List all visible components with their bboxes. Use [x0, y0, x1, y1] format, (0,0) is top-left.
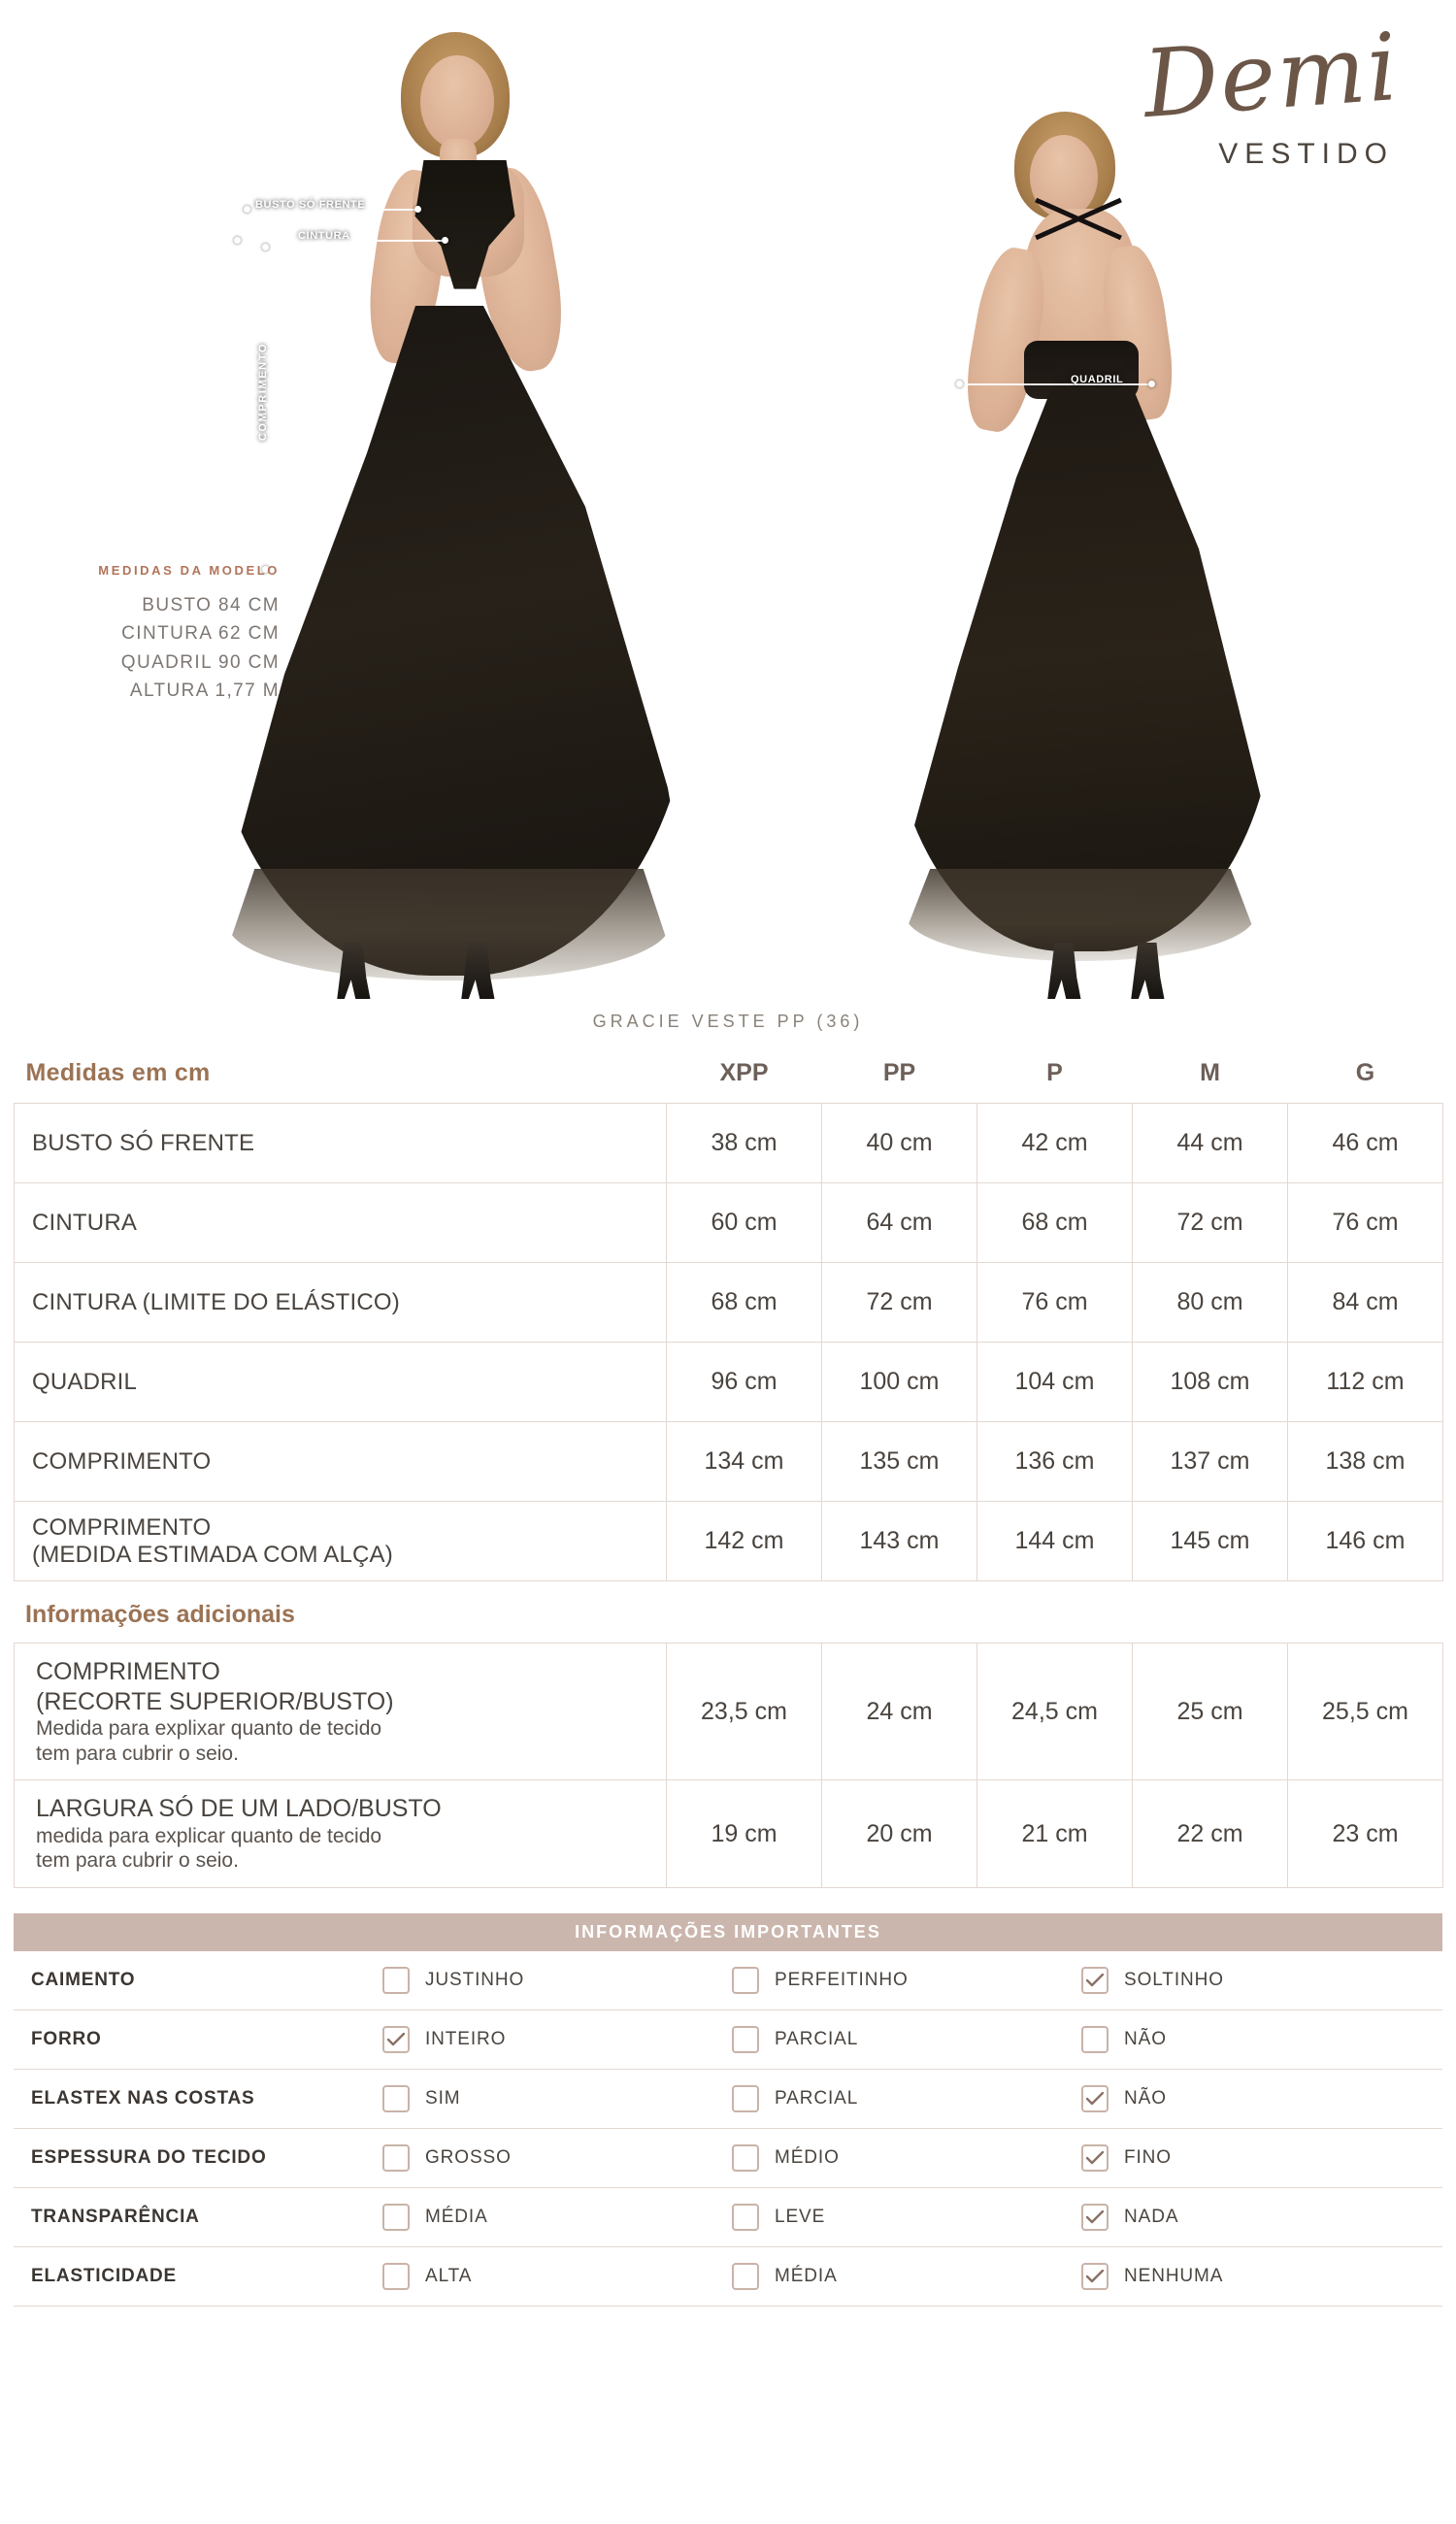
important-info-row [14, 2069, 1442, 2128]
cell-p: 24,5 cm [977, 1644, 1133, 1780]
cell-pp: 20 cm [822, 1780, 977, 1888]
important-info-option [732, 1951, 1081, 2010]
important-info-option [382, 2187, 732, 2246]
important-info-table [14, 1951, 1442, 2307]
important-info-label: ELASTEX NAS COSTAS [14, 2069, 382, 2128]
cell-p: 144 cm [977, 1502, 1133, 1581]
cell-xpp: 134 cm [667, 1422, 822, 1502]
cell-g: 76 cm [1288, 1183, 1443, 1263]
row-label-line2: (MEDIDA ESTIMADA COM ALÇA) [32, 1541, 393, 1568]
important-info-option [1081, 2069, 1442, 2128]
cell-pp: 72 cm [822, 1263, 977, 1343]
important-info-option [382, 2128, 732, 2187]
row-label-line1: LARGURA SÓ DE UM LADO/BUSTO [36, 1795, 442, 1823]
cell-g: 25,5 cm [1288, 1644, 1443, 1780]
important-info-option [382, 2069, 732, 2128]
checkbox-label: JUSTINHO [425, 1969, 525, 1990]
important-info-label: ESPESSURA DO TECIDO [14, 2128, 382, 2187]
important-info-row [14, 2009, 1442, 2069]
checkbox-unchecked[interactable] [732, 2085, 759, 2112]
important-info-row [14, 2187, 1442, 2246]
cell-xpp: 19 cm [667, 1780, 822, 1888]
cell-xpp: 38 cm [667, 1104, 822, 1183]
table-row [15, 1104, 1443, 1183]
checkbox-label: FINO [1124, 2146, 1172, 2168]
brand-name: Demi [1140, 12, 1404, 140]
cell-m: 22 cm [1133, 1780, 1288, 1888]
important-info-option [1081, 2009, 1442, 2069]
additional-info-table [14, 1643, 1443, 1888]
checkbox-label: NADA [1124, 2206, 1179, 2227]
table-row [15, 1502, 1443, 1581]
checkbox-label: INTEIRO [425, 2028, 507, 2049]
checkbox-unchecked[interactable] [382, 2144, 410, 2172]
row-label [15, 1780, 667, 1888]
important-info-label: ELASTICIDADE [14, 2246, 382, 2306]
model-wears-caption: GRACIE VESTE PP (36) [592, 1012, 864, 1031]
table-row [15, 1422, 1443, 1502]
important-info-option [1081, 2187, 1442, 2246]
row-label [15, 1502, 667, 1581]
checkbox-unchecked[interactable] [732, 2026, 759, 2053]
checkbox-label: MÉDIA [425, 2206, 488, 2227]
row-label: BUSTO SÓ FRENTE [15, 1104, 667, 1183]
checkbox-unchecked[interactable] [732, 2204, 759, 2231]
checkbox-label: NÃO [1124, 2087, 1167, 2109]
row-label-line4: tem para cubrir o seio. [36, 1742, 239, 1765]
cell-pp: 24 cm [822, 1644, 977, 1780]
checkbox-checked[interactable] [1081, 2263, 1109, 2290]
important-info-row [14, 2128, 1442, 2187]
model-back-photo [878, 102, 1296, 1005]
cell-m: 25 cm [1133, 1644, 1288, 1780]
cell-xpp: 68 cm [667, 1263, 822, 1343]
cell-m: 44 cm [1133, 1104, 1288, 1183]
checkbox-unchecked[interactable] [382, 2204, 410, 2231]
cell-g: 146 cm [1288, 1502, 1443, 1581]
checkbox-unchecked[interactable] [382, 2263, 410, 2290]
checkbox-checked[interactable] [1081, 2204, 1109, 2231]
important-info-row [14, 2246, 1442, 2306]
annotation-hip: QUADRIL [1071, 374, 1124, 385]
row-label: CINTURA (LIMITE DO ELÁSTICO) [15, 1263, 667, 1343]
table-row [15, 1780, 1443, 1888]
model-measure-hip: QUADRIL 90 CM [120, 651, 280, 673]
checkbox-checked[interactable] [1081, 2144, 1109, 2172]
checkbox-label: PARCIAL [775, 2028, 859, 2049]
size-header-pp: PP [882, 1059, 916, 1086]
important-info-option [382, 2009, 732, 2069]
cell-pp: 40 cm [822, 1104, 977, 1183]
checkbox-label: LEVE [775, 2206, 826, 2227]
additional-info-title: Informações adicionais [25, 1601, 295, 1628]
row-label: QUADRIL [15, 1343, 667, 1422]
cell-g: 84 cm [1288, 1263, 1443, 1343]
size-table-title: Medidas em cm [25, 1059, 211, 1086]
row-label-line3: tem para cubrir o seio. [36, 1849, 239, 1873]
annotation-bust: BUSTO SÓ FRENTE [255, 199, 366, 211]
annotation-waist: CINTURA [298, 230, 350, 242]
important-info-label: CAIMENTO [14, 1951, 382, 2010]
important-info-header: INFORMAÇÕES IMPORTANTES [14, 1913, 1442, 1951]
size-header-g: G [1355, 1059, 1375, 1086]
row-label-line3: Medida para explixar quanto de tecido [36, 1717, 382, 1740]
important-info-option [732, 2009, 1081, 2069]
row-label-line2: (RECORTE SUPERIOR/BUSTO) [36, 1687, 394, 1715]
checkbox-label: GROSSO [425, 2146, 512, 2168]
cell-m: 80 cm [1133, 1263, 1288, 1343]
cell-m: 108 cm [1133, 1343, 1288, 1422]
table-row [15, 1263, 1443, 1343]
dress-back [888, 359, 1276, 951]
row-label-line2: medida para explicar quanto de tecido [36, 1824, 382, 1847]
row-label: CINTURA [15, 1183, 667, 1263]
checkbox-unchecked[interactable] [382, 2085, 410, 2112]
model-measure-waist: CINTURA 62 CM [121, 623, 280, 645]
checkbox-label: SIM [425, 2087, 461, 2109]
size-header-p: P [1046, 1059, 1063, 1086]
important-info-label: TRANSPARÊNCIA [14, 2187, 382, 2246]
checkbox-checked[interactable] [1081, 2085, 1109, 2112]
checkbox-label: NÃO [1124, 2028, 1167, 2049]
size-header-m: M [1200, 1059, 1220, 1086]
checkbox-checked[interactable] [1081, 1967, 1109, 1994]
table-row [15, 1644, 1443, 1780]
table-row [15, 1343, 1443, 1422]
checkbox-unchecked[interactable] [1081, 2026, 1109, 2053]
cell-g: 138 cm [1288, 1422, 1443, 1502]
measurements-section [0, 1053, 1456, 2307]
row-label [15, 1644, 667, 1780]
important-info-option [1081, 2128, 1442, 2187]
model-measure-bust: BUSTO 84 CM [142, 595, 280, 615]
cell-m: 145 cm [1133, 1502, 1288, 1581]
row-label-line1: COMPRIMENTO [36, 1658, 220, 1685]
important-info-option [732, 2246, 1081, 2306]
important-info-option [382, 2246, 732, 2306]
cell-p: 76 cm [977, 1263, 1133, 1343]
model-measurements [56, 563, 280, 706]
checkbox-label: ALTA [425, 2265, 473, 2286]
cell-pp: 64 cm [822, 1183, 977, 1263]
cell-xpp: 142 cm [667, 1502, 822, 1581]
size-table [14, 1053, 1443, 1581]
model-measurements-title: MEDIDAS DA MODELO [98, 563, 280, 578]
checkbox-label: MÉDIA [775, 2265, 838, 2286]
size-header-xpp: XPP [719, 1059, 769, 1086]
cell-g: 46 cm [1288, 1104, 1443, 1183]
cell-xpp: 23,5 cm [667, 1644, 822, 1780]
important-info-option [1081, 1951, 1442, 2010]
checkbox-checked[interactable] [382, 2026, 410, 2053]
cell-g: 112 cm [1288, 1343, 1443, 1422]
important-info-option [732, 2128, 1081, 2187]
cell-xpp: 60 cm [667, 1183, 822, 1263]
cell-pp: 135 cm [822, 1422, 977, 1502]
cell-m: 72 cm [1133, 1183, 1288, 1263]
important-info-option [732, 2069, 1081, 2128]
hero-section [0, 0, 1456, 1031]
checkbox-unchecked[interactable] [732, 1967, 759, 1994]
checkbox-label: NENHUMA [1124, 2265, 1224, 2286]
important-info-label: FORRO [14, 2009, 382, 2069]
cell-xpp: 96 cm [667, 1343, 822, 1422]
annotation-length: COMPRIMENTO [257, 343, 269, 442]
table-row [15, 1183, 1443, 1263]
checkbox-label: SOLTINHO [1124, 1969, 1224, 1990]
cell-p: 104 cm [977, 1343, 1133, 1422]
checkbox-unchecked[interactable] [382, 1967, 410, 1994]
cell-p: 136 cm [977, 1422, 1133, 1502]
important-info-option [382, 1951, 732, 2010]
model-measure-height: ALTURA 1,77 M [129, 681, 280, 702]
cell-m: 137 cm [1133, 1422, 1288, 1502]
cell-p: 21 cm [977, 1780, 1133, 1888]
row-label: COMPRIMENTO [15, 1422, 667, 1502]
cell-g: 23 cm [1288, 1780, 1443, 1888]
cell-pp: 143 cm [822, 1502, 977, 1581]
checkbox-unchecked[interactable] [732, 2263, 759, 2290]
cell-pp: 100 cm [822, 1343, 977, 1422]
checkbox-unchecked[interactable] [732, 2144, 759, 2172]
model-front-photo [189, 15, 704, 1005]
important-info-row [14, 1951, 1442, 2010]
brand-subtitle: VESTIDO [1218, 138, 1394, 170]
cell-p: 68 cm [977, 1183, 1133, 1263]
checkbox-label: PERFEITINHO [775, 1969, 909, 1990]
checkbox-label: PARCIAL [775, 2087, 859, 2109]
important-info-option [732, 2187, 1081, 2246]
cell-p: 42 cm [977, 1104, 1133, 1183]
row-label-line1: COMPRIMENTO [32, 1513, 212, 1541]
important-info-option [1081, 2246, 1442, 2306]
checkbox-label: MÉDIO [775, 2146, 840, 2168]
